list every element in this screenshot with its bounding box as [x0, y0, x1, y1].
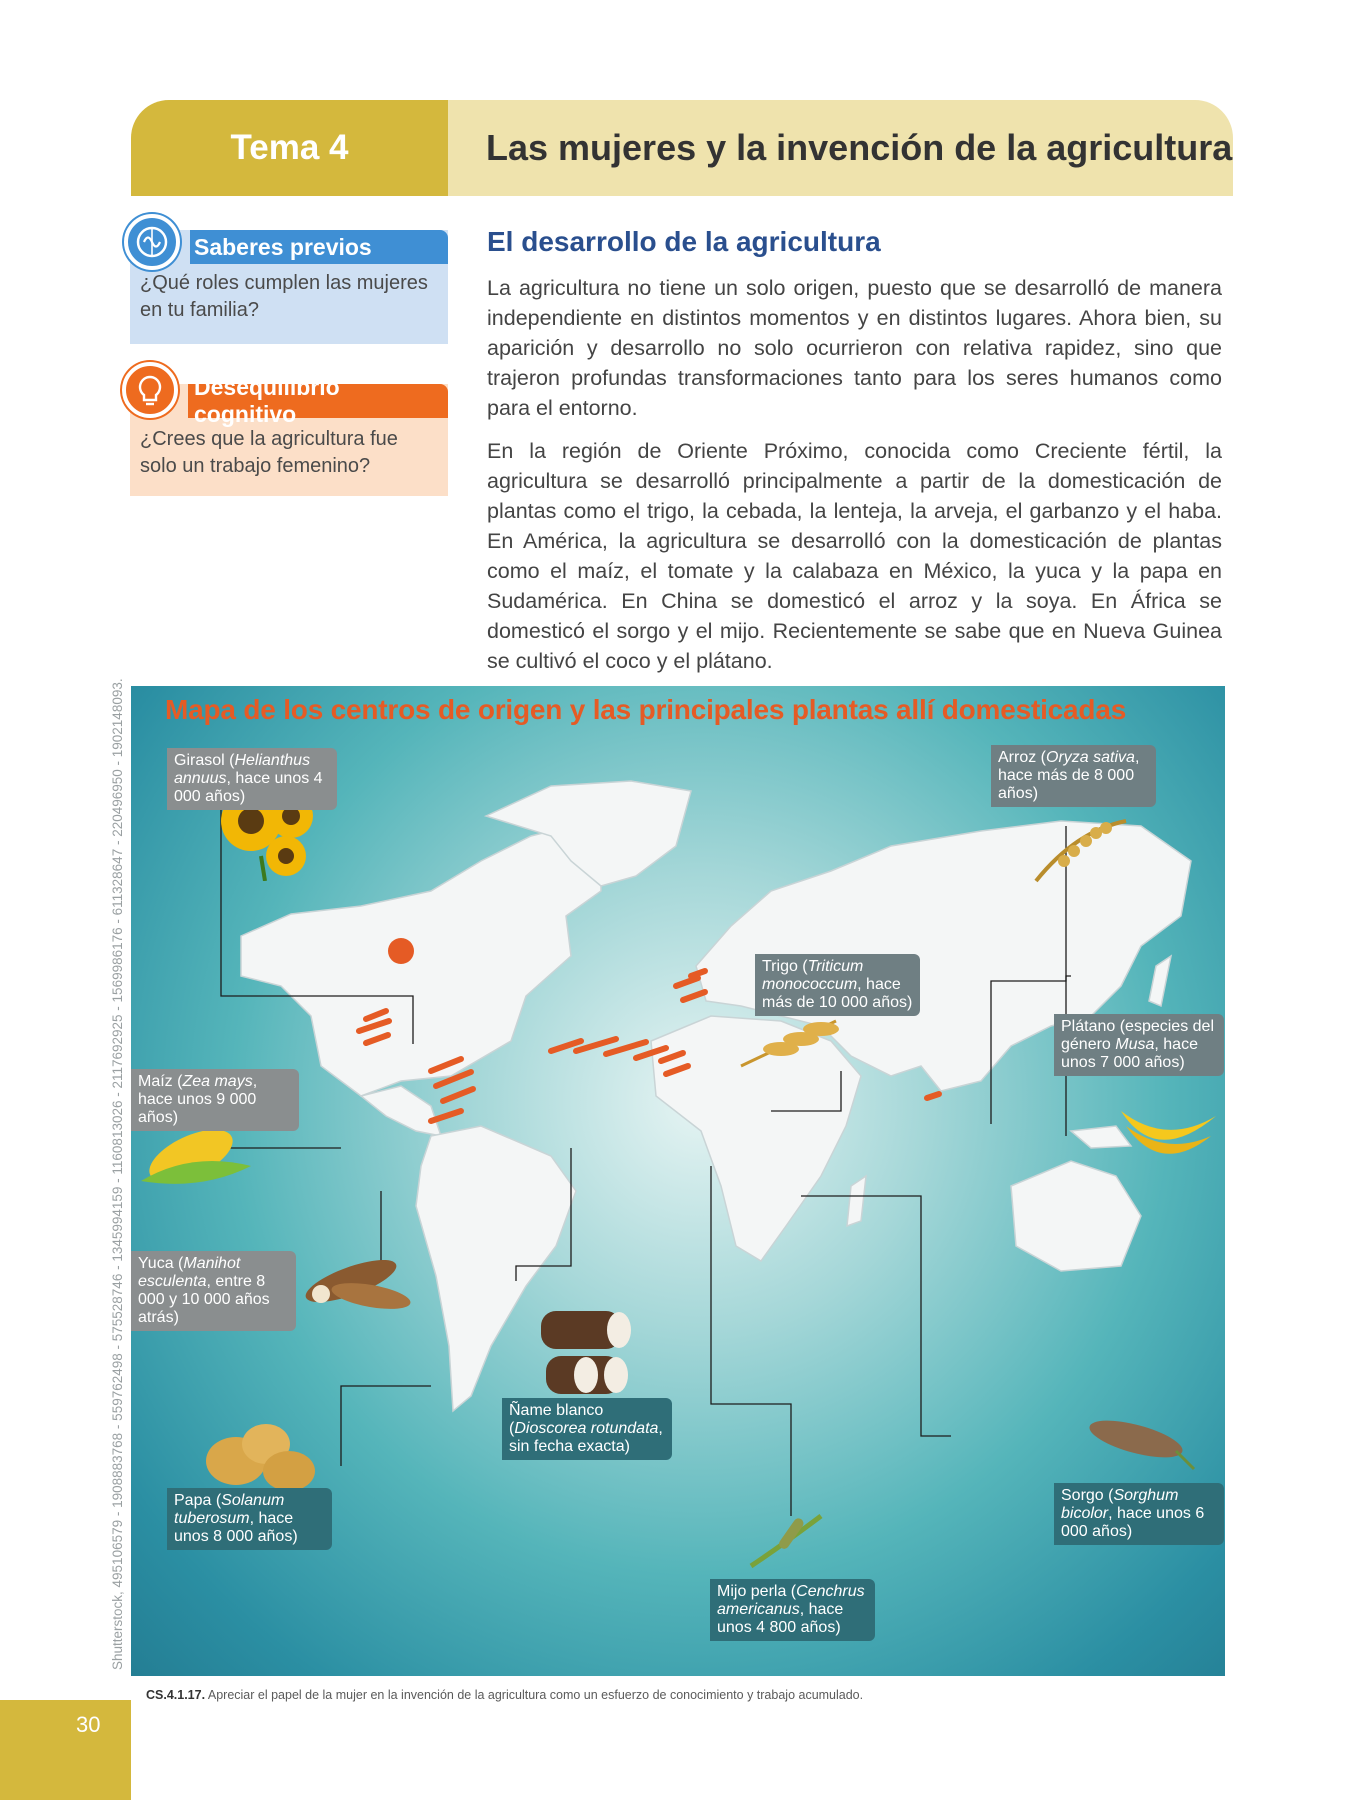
madagascar: [847, 1176, 866, 1226]
label-maiz: Maíz (Zea mays, hace unos 9 000 años): [131, 1069, 299, 1131]
page-title: Las mujeres y la invención de la agricultura: [486, 127, 1233, 168]
cassava-icon: [301, 1246, 421, 1326]
desequilibrio-box: [130, 374, 448, 496]
desequilibrio-question: ¿Crees que la agricultura fue solo un trabajo femenino?: [140, 428, 398, 477]
image-credit: Shutterstock, 495106579 - 1908883768 - 559762498 - 575528746 - 1345994159 - 1160813026 - 2117692925 - 1569986176 - 611328647 - 220496950 - 1902148093.: [110, 678, 125, 1670]
line-papa: [341, 1386, 431, 1466]
center-east-north-america: [388, 938, 414, 964]
paragraph-2: En la región de Oriente Próximo, conocida como Creciente fértil, la agricultura se desarrolló principalmente a partir de la domesticación de plantas como el trigo, la cebada, la lenteja, la arveja, el garbanzo y el haba. En América, la agricultura se desarrolló con la domesticación de plantas como el maíz, el tomate y la calabaza en México, la yuca y la papa en Sudamérica. En China se domesticó el arroz y la soya. En África se domesticó el sorgo y el mijo. Recientemente se sabe que en Nueva Guinea se cultivó el coco y el plátano.: [487, 439, 1222, 673]
page-number: 30: [76, 1712, 101, 1737]
curriculum-text: Apreciar el papel de la mujer en la invención de la agricultura como un esfuerzo de conocimiento y trabajo acumulado.: [207, 1688, 864, 1702]
japan: [1149, 956, 1171, 1006]
brain-icon: [124, 214, 180, 270]
label-arroz: Arroz (Oryza sativa, hace más de 8 000 años): [991, 745, 1156, 807]
center-sahel: [551, 1039, 666, 1058]
center-new-guinea: [927, 1094, 939, 1098]
label-name-blanco: Ñame blanco (Dioscorea rotundata, sin fecha exacta): [502, 1398, 672, 1460]
map-title: Mapa de los centros de origen y las principales plantas allí domesticadas: [165, 694, 1127, 725]
curriculum-code: CS.4.1.17.: [146, 1688, 206, 1702]
center-fertile-crescent: [676, 971, 705, 1000]
banana-icon: [1116, 1091, 1221, 1161]
line-sorgo: [801, 1196, 951, 1436]
label-mijo-perla: Mijo perla (Cenchrus americanus, hace unos 4 800 años): [710, 1579, 875, 1641]
pearl-millet-icon: [741, 1506, 831, 1576]
label-sorgo: Sorgo (Sorghum bicolor, hace unos 6 000 años): [1054, 1483, 1224, 1545]
origin-centers-map: [131, 686, 1225, 1676]
label-trigo: Trigo (Triticum monococcum, hace más de 10 000 años): [755, 954, 920, 1016]
label-yuca: Yuca (Manihot esculenta, entre 8 000 y 10 000 años atrás): [131, 1251, 296, 1331]
label-platano: Plátano (especies del género Musa, hace unos 7 000 años): [1054, 1014, 1224, 1076]
wheat-icon: [736, 1011, 846, 1071]
section-title: El desarrollo de la agricultura: [487, 226, 881, 257]
desequilibrio-tab: [188, 374, 448, 427]
label-papa: Papa (Solanum tuberosum, hace unos 8 000 años): [167, 1488, 332, 1550]
sorghum-icon: [1086, 1411, 1196, 1471]
saberes-previos-title: Saberes previos: [194, 233, 372, 260]
tema-label: Tema 4: [230, 128, 349, 167]
curriculum-note: [146, 1688, 863, 1702]
rice-icon: [1026, 811, 1136, 891]
potato-icon: [201, 1416, 321, 1496]
paragraph-1: La agricultura no tiene un solo origen, puesto que se desarrolló de manera independiente en distintos momentos y en distintos lugares. Ahora bien, su aparición y desarrollo no solo ocurrieron con relativa rapidez, sino que trajeron profundas transformaciones tanto para los seres humanos como para el entorno.: [487, 276, 1222, 420]
yam-icon: [531, 1301, 641, 1401]
tema-badge: [131, 100, 448, 196]
saberes-previos-tab: [190, 230, 448, 264]
page-footer-strip: [0, 1700, 131, 1800]
saberes-previos-question: ¿Qué roles cumplen las mujeres en tu familia?: [140, 272, 428, 321]
central-america: [361, 1086, 441, 1136]
australia: [1011, 1161, 1141, 1271]
page-title-bar: [448, 100, 1233, 196]
desequilibrio-title: Desequilibrio cognitivo: [194, 374, 340, 427]
label-girasol: Girasol (Helianthus annuus, hace unos 4 000 años): [167, 748, 337, 810]
lightbulb-icon: [122, 362, 178, 418]
